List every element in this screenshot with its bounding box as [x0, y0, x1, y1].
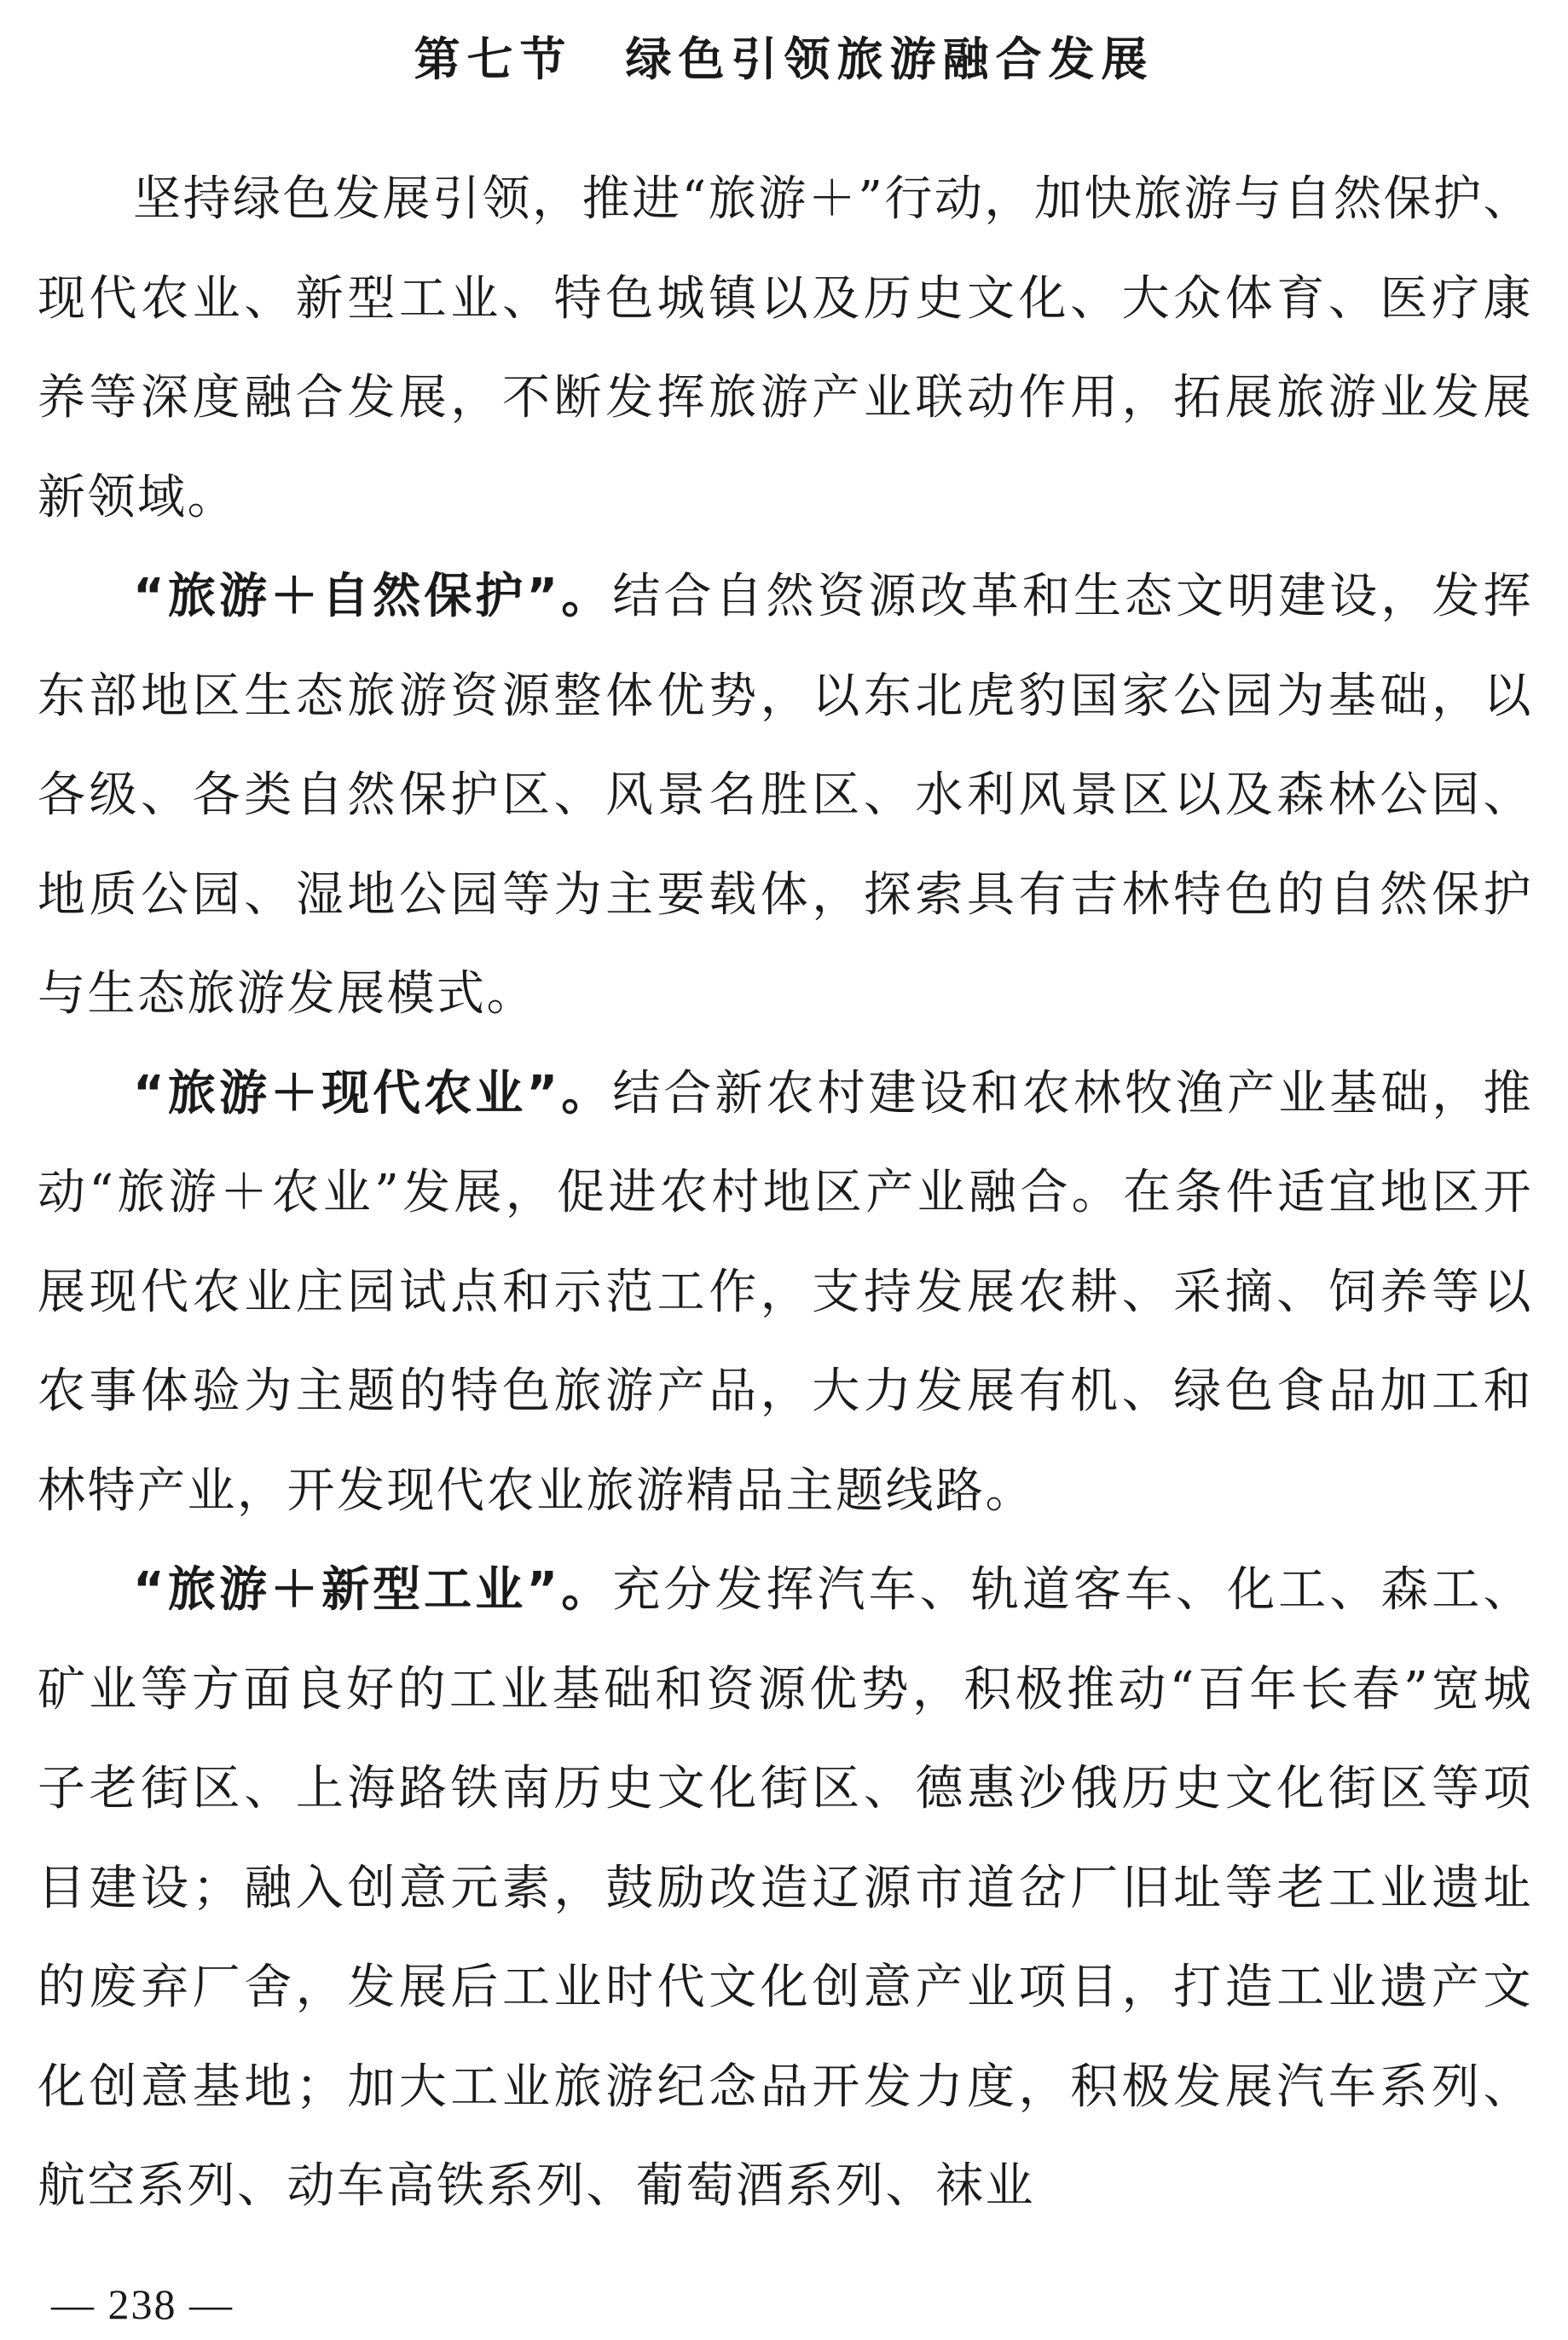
- section-title: 第七节 绿色引领旅游融合发展: [414, 32, 1154, 86]
- paragraph-text: 结合新农村建设和农林牧渔产业基础，推动“旅游＋农业”发展，促进农村地区产业融合。在条件适宜地区开展现代农业庄园试点和示范工作，支持发展农耕、采摘、饲养等以农事体验为主题的特色旅游产品，大力发展有机、绿色食品加工和林特产业，开发现代农业旅游精品主题线路。: [38, 1065, 1534, 1519]
- paragraph-lead: “旅游＋自然保护”。: [133, 569, 613, 624]
- paragraph-text: 结合自然资源改革和生态文明建设，发挥东部地区生态旅游资源整体优势，以东北虎豹国家公园为基础，以各级、各类自然保护区、风景名胜区、水利风景区以及森林公园、地质公园、湿地公园等为主要载体，探索具有吉林特色的自然保护与生态旅游发展模式。: [38, 569, 1534, 1022]
- paragraph-intro: [38, 150, 1533, 547]
- paragraph-new-industry: [38, 1541, 1533, 2237]
- page-number: — 238 —: [51, 2280, 234, 2328]
- body-text: [38, 150, 1533, 2237]
- paragraph-lead: “旅游＋新型工业”。: [133, 1562, 613, 1618]
- paragraph-text: 坚持绿色发展引领，推进“旅游＋”行动，加快旅游与自然保护、现代农业、新型工业、特色城镇以及历史文化、大众体育、医疗康养等深度融合发展，不断发挥旅游产业联动作用，拓展旅游业发展新领域。: [38, 171, 1533, 525]
- paragraph-nature-protection: [38, 547, 1533, 1045]
- paragraph-modern-agriculture: [38, 1045, 1533, 1542]
- paragraph-text: 充分发挥汽车、轨道客车、化工、森工、矿业等方面良好的工业基础和资源优势，积极推动“百年长春”宽城子老街区、上海路铁南历史文化街区、德惠沙俄历史文化街区等项目建设；融入创意元素，鼓励改造辽源市道岔厂旧址等老工业遗址的废弃厂舍，发展后工业时代文化创意产业项目，打造工业遗产文化创意基地；加大工业旅游纪念品开发力度，积极发展汽车系列、航空系列、动车高铁系列、葡萄酒系列、袜业: [38, 1562, 1534, 2214]
- paragraph-lead: “旅游＋现代农业”。: [133, 1065, 613, 1121]
